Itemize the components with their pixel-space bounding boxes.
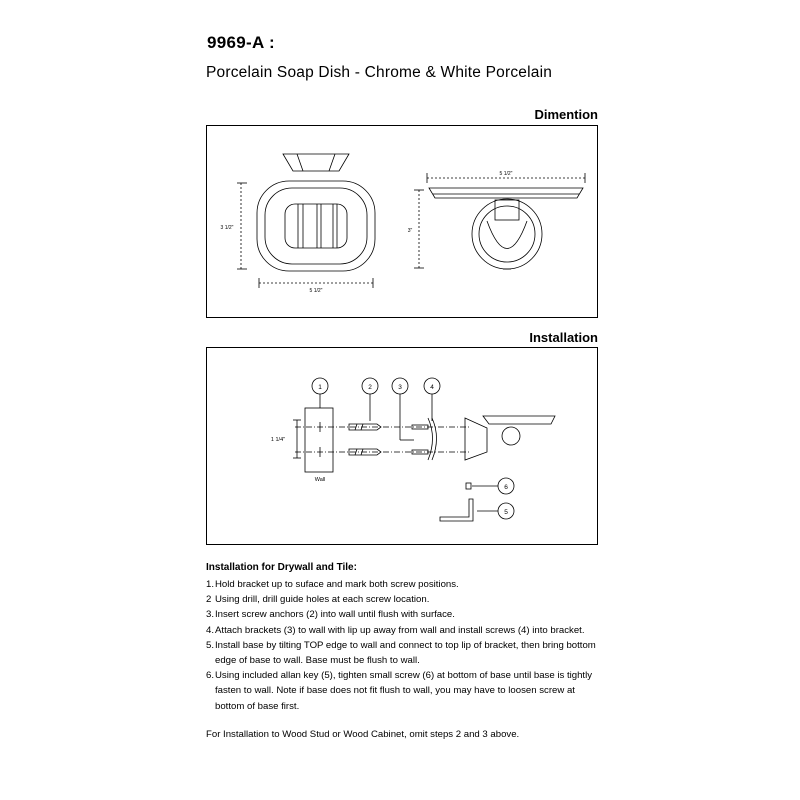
installation-drawing <box>207 348 599 546</box>
step-2: 2 Using drill, drill guide holes at each screw location. <box>206 594 430 606</box>
bracket <box>428 418 433 460</box>
dimension-drawing-panel <box>206 125 598 318</box>
dish-base <box>465 418 487 460</box>
top-height-label: 3 1/2" <box>220 225 234 231</box>
top-width-label: 5 1/2" <box>309 288 323 294</box>
dish-plate-side-view <box>429 188 583 198</box>
allan-key <box>440 499 473 521</box>
set-screw <box>466 483 471 489</box>
callout-5-label: 5 <box>504 509 508 516</box>
instruction-steps <box>206 577 606 714</box>
wall-section <box>305 408 333 472</box>
wall-label: Wall <box>314 477 326 483</box>
spacing-label: 1 1/4" <box>270 437 286 443</box>
model-number: 9969-A : <box>207 33 275 52</box>
step-6: 6. Using included allan key (5), tighten small screw (6) at bottom of base until base is tightly fasten to wall. Note if base does not fit flush to wall, you may have to loosen screw at bottom of base first. <box>206 670 592 712</box>
callout-6-label: 6 <box>504 484 508 491</box>
dimension-heading: Dimention <box>534 107 598 122</box>
instructions-title: Installation for Drywall and Tile: <box>206 562 357 573</box>
product-title: Porcelain Soap Dish - Chrome & White Porcelain <box>206 64 553 81</box>
callout-2-label: 2 <box>368 384 372 391</box>
side-width-label: 5 1/2" <box>499 171 513 177</box>
footer-note: For Installation to Wood Stud or Wood Cabinet, omit steps 2 and 3 above. <box>206 729 520 740</box>
dish-ribs <box>285 204 347 248</box>
mount-plate-top-view <box>283 154 349 171</box>
wall-bracket-side-view <box>472 199 542 269</box>
installation-heading: Installation <box>529 330 598 345</box>
screw-anchors <box>349 424 381 455</box>
installation-drawing-panel <box>206 347 598 545</box>
dimension-drawing <box>207 126 599 319</box>
step-4: 4. Attach brackets (3) to wall with lip up away from wall and install screws (4) into bracket. <box>206 624 585 636</box>
callout-4-label: 4 <box>430 384 434 391</box>
callout-3-label: 3 <box>398 384 402 391</box>
step-1: 1. Hold bracket up to suface and mark both screw positions. <box>206 579 459 590</box>
step-3: 3. Insert screw anchors (2) into wall until flush with surface. <box>206 609 455 621</box>
step-5: 5. Install base by tilting TOP edge to wall and connect to top lip of bracket, then bring bottom edge of base to wall. Base must be flush to wall. <box>206 639 596 667</box>
callout-1-label: 1 <box>318 384 322 391</box>
screws <box>412 425 428 454</box>
side-height-label: 3" <box>407 228 413 234</box>
dish <box>483 416 555 424</box>
